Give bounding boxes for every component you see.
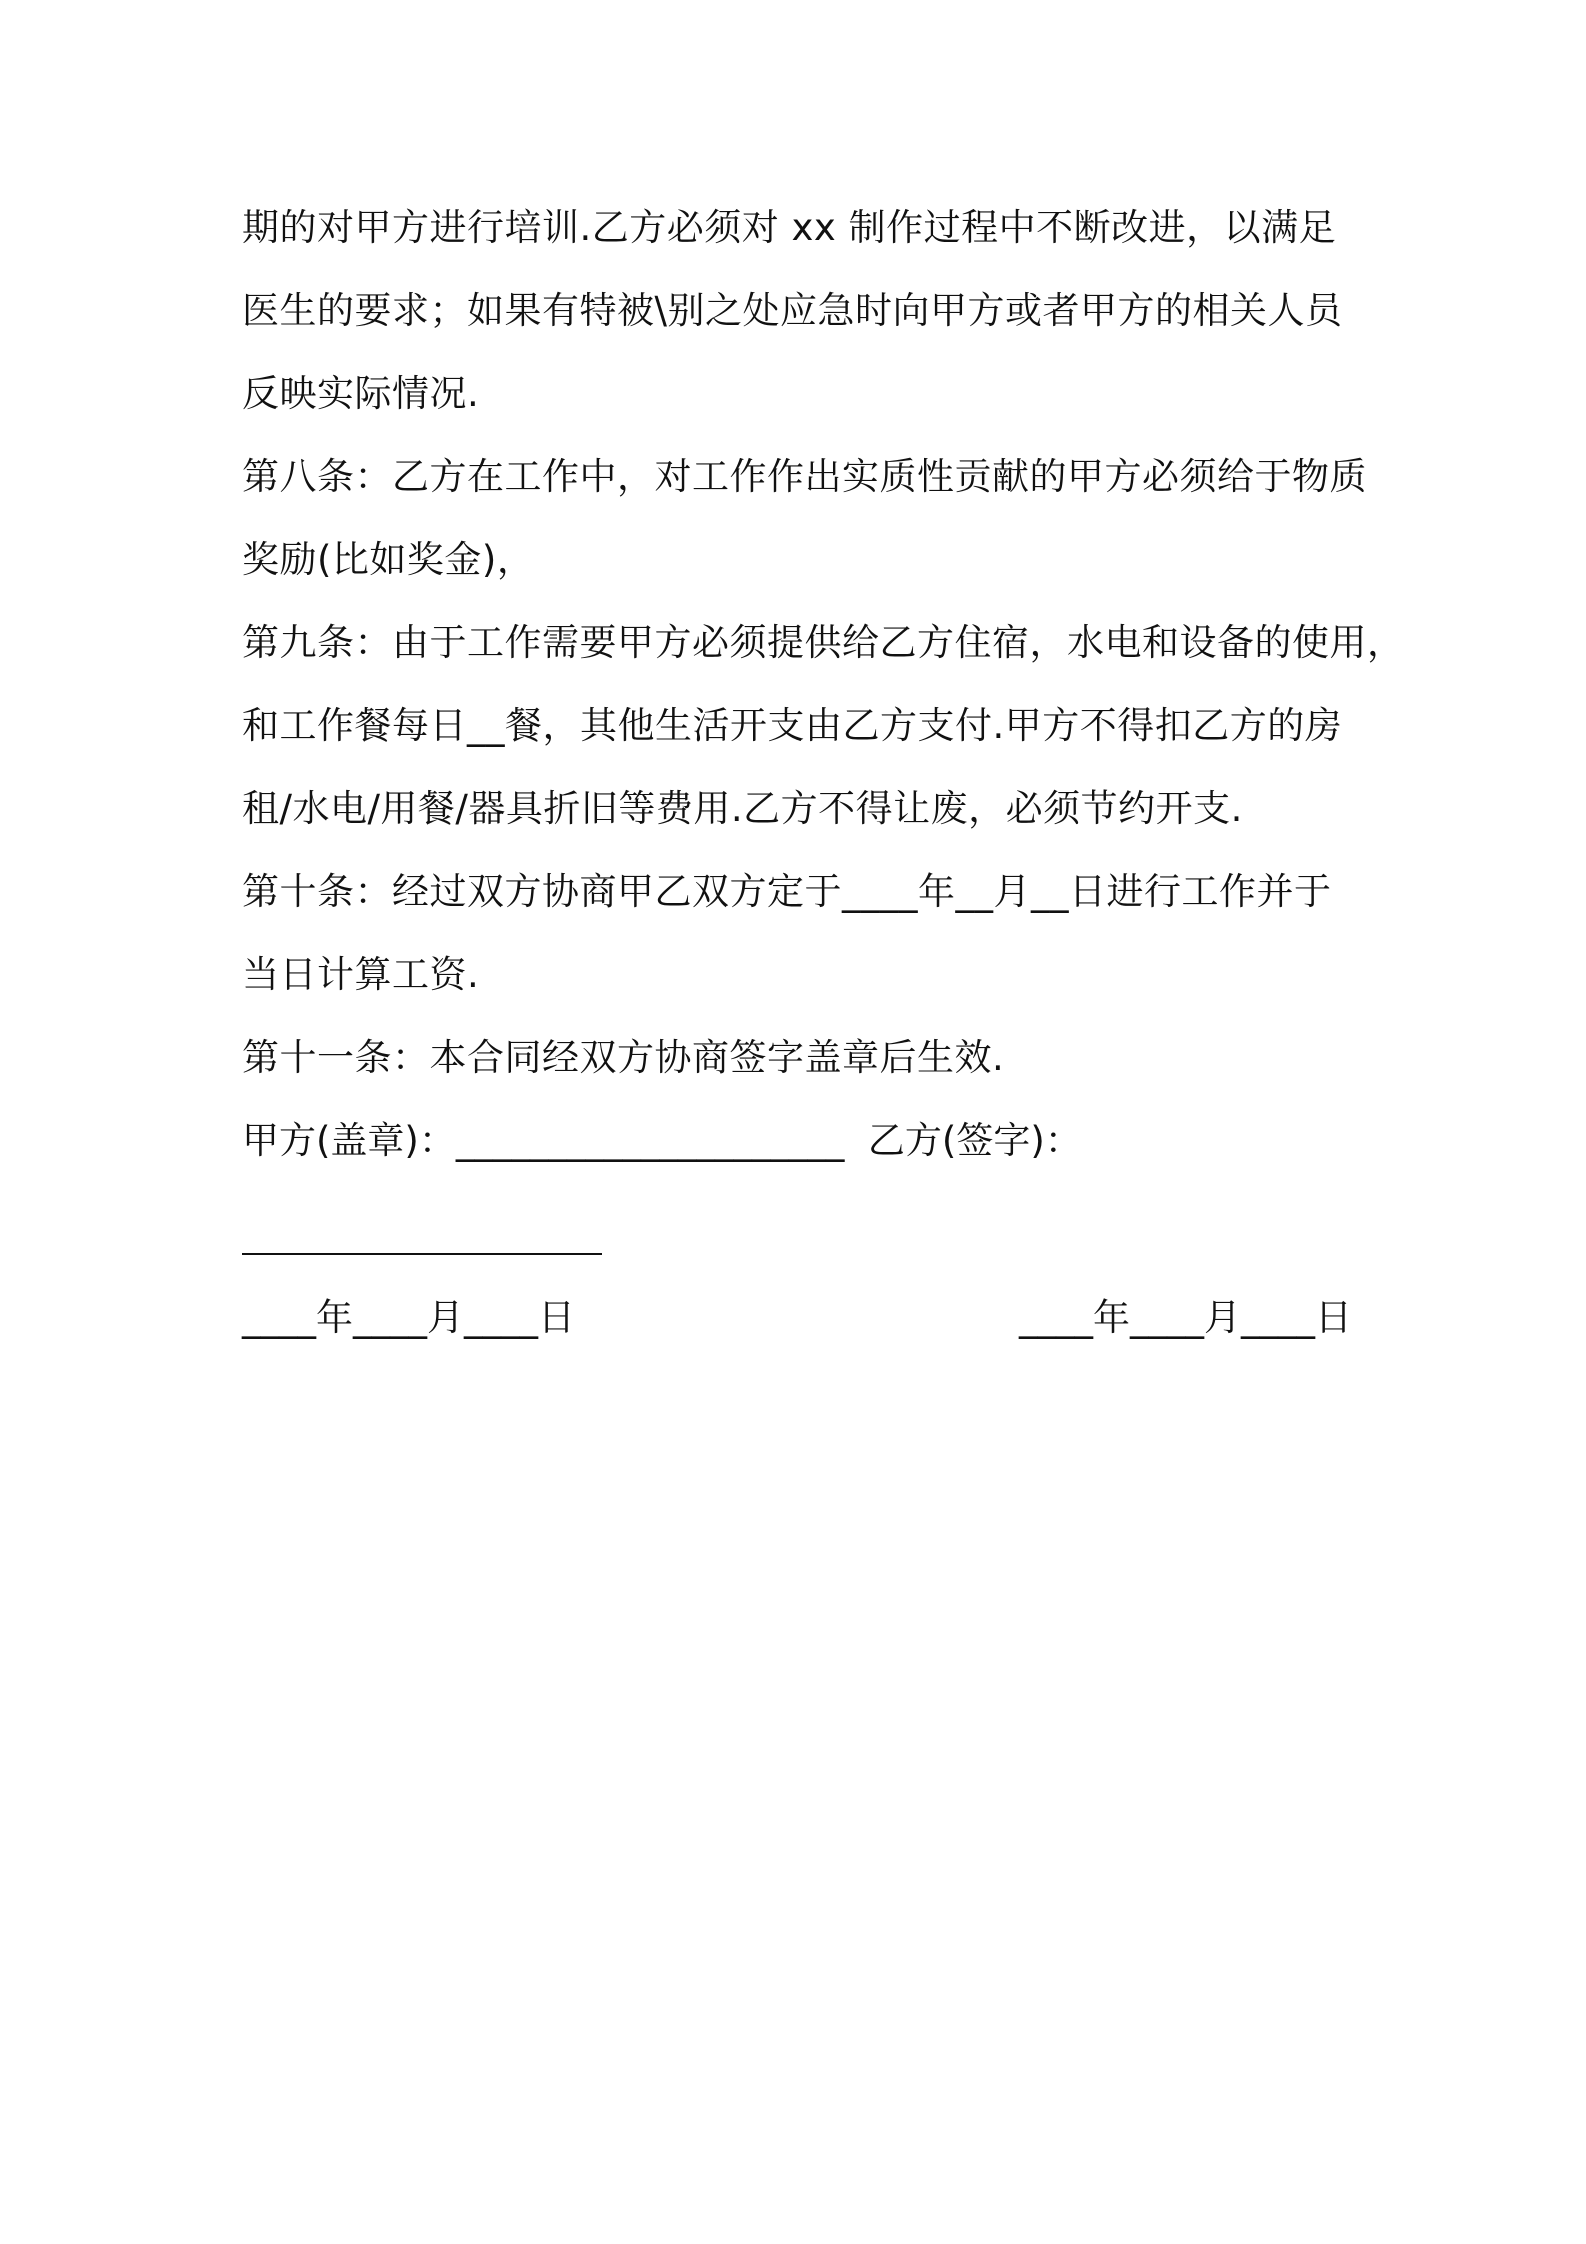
text-line-3: 反映实际情况. (242, 372, 480, 415)
party-a-date: ____年____月____日 (242, 1296, 575, 1339)
party-a-label: 甲方(盖章)： (242, 1119, 456, 1162)
article-10-line-2: 当日计算工资. (242, 953, 480, 996)
article-9-line-1: 第九条：由于工作需要甲方必须提供给乙方住宿，水电和设备的使用， (242, 621, 1405, 664)
article-9-line-3: 租/水电/用餐/器具折旧等费用.乙方不得让废，必须节约开支. (242, 787, 1243, 830)
text-line-2: 医生的要求；如果有特被\别之处应急时向甲方或者甲方的相关人员 (242, 289, 1343, 332)
article-8-line-2: 奖励(比如奖金)， (242, 538, 535, 581)
document-body (242, 198, 1405, 1339)
article-10-line-1: 第十条：经过双方协商甲乙双方定于____年__月__日进行工作并于 (242, 870, 1332, 913)
article-8-line-1: 第八条：乙方在工作中，对工作作出实质性贡献的甲方必须给于物质 (242, 455, 1367, 498)
article-11: 第十一条：本合同经双方协商签字盖章后生效. (242, 1036, 1005, 1079)
text-line-1: 期的对甲方进行培训.乙方必须对 xx 制作过程中不断改进，以满足 (242, 206, 1337, 249)
party-b-label: 乙方(签字)： (867, 1119, 1082, 1162)
signature-row (242, 1111, 1352, 1194)
party-b-date: ____年____月____日 (1019, 1296, 1352, 1339)
party-b-signature-line (242, 1253, 602, 1255)
party-a-signature-blank: _____________________ (455, 1119, 845, 1162)
date-row (242, 1288, 1352, 1348)
article-9-line-2: 和工作餐每日__餐，其他生活开支由乙方支付.甲方不得扣乙方的房 (242, 704, 1343, 747)
